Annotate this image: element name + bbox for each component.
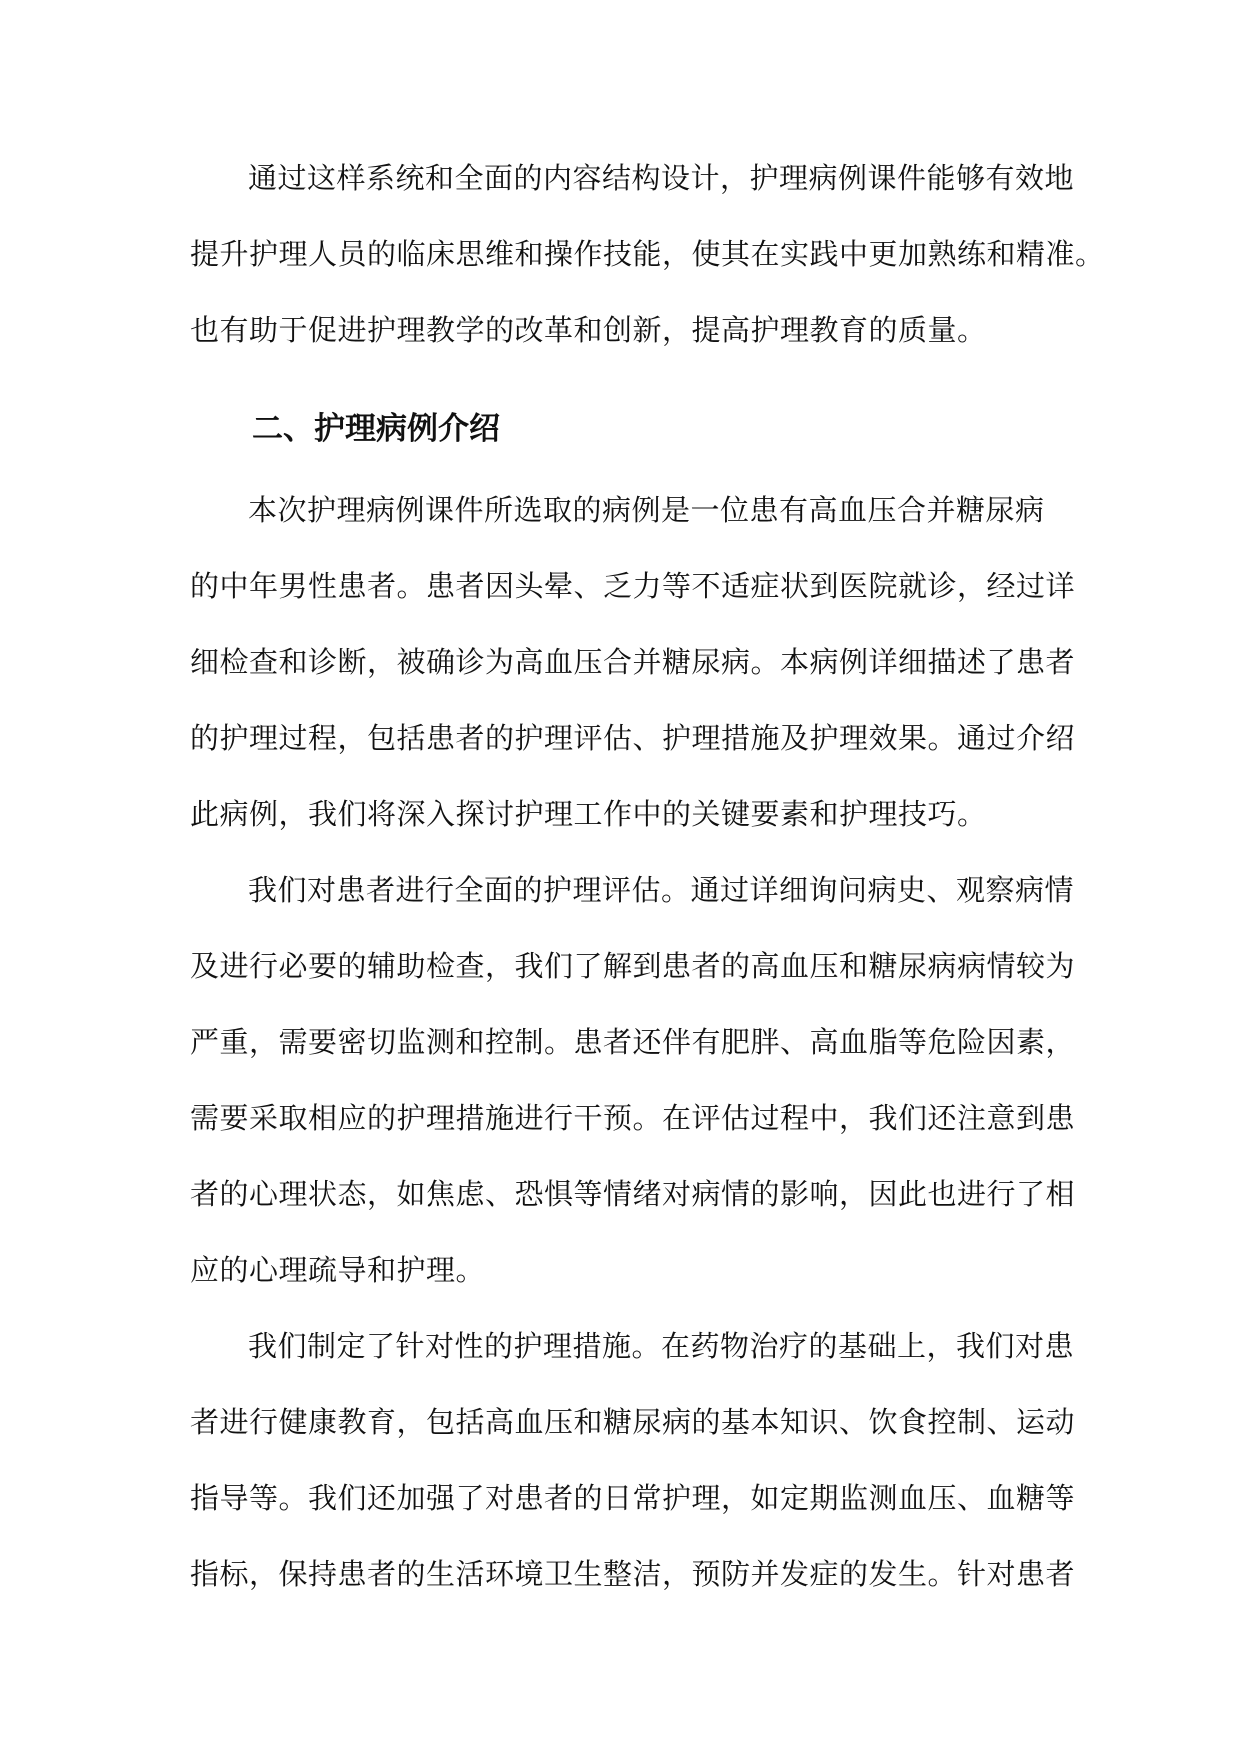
text-line: 我们对患者进行全面的护理评估。通过详细询问病史、观察病情	[248, 873, 1075, 907]
paragraph-nursing-measures	[190, 1308, 1090, 1612]
section-heading: 二、护理病例介绍	[252, 411, 500, 447]
text-line: 的护理过程，包括患者的护理评估、护理措施及护理效果。通过介绍	[190, 721, 1076, 755]
text-line: 及进行必要的辅助检查，我们了解到患者的高血压和糖尿病病情较为	[190, 949, 1076, 983]
text-line: 我们制定了针对性的护理措施。在药物治疗的基础上，我们对患	[248, 1329, 1075, 1363]
text-line: 指导等。我们还加强了对患者的日常护理，如定期监测血压、血糖等	[190, 1481, 1076, 1515]
text-line: 的中年男性患者。患者因头晕、乏力等不适症状到医院就诊，经过详	[190, 569, 1076, 603]
text-line: 提升护理人员的临床思维和操作技能，使其在实践中更加熟练和精准。	[190, 237, 1105, 271]
text-line: 应的心理疏导和护理。	[190, 1253, 486, 1287]
text-line: 指标，保持患者的生活环境卫生整洁，预防并发症的发生。针对患者	[190, 1557, 1076, 1591]
paragraph-intro-summary	[190, 140, 1105, 368]
text-line: 此病例，我们将深入探讨护理工作中的关键要素和护理技巧。	[190, 797, 987, 831]
text-line: 严重，需要密切监测和控制。患者还伴有肥胖、高血脂等危险因素，	[190, 1025, 1076, 1059]
text-line: 者进行健康教育，包括高血压和糖尿病的基本知识、饮食控制、运动	[190, 1405, 1076, 1439]
text-line: 也有助于促进护理教学的改革和创新，提高护理教育的质量。	[190, 313, 987, 347]
text-line: 本次护理病例课件所选取的病例是一位患有高血压合并糖尿病	[248, 493, 1045, 527]
text-line: 者的心理状态，如焦虑、恐惧等情绪对病情的影响，因此也进行了相	[190, 1177, 1076, 1211]
text-line: 细检查和诊断，被确诊为高血压合并糖尿病。本病例详细描述了患者	[190, 645, 1076, 679]
paragraph-case-introduction	[190, 472, 1090, 852]
document-body	[190, 140, 1105, 1612]
paragraph-nursing-assessment	[190, 852, 1090, 1308]
text-line: 需要采取相应的护理措施进行干预。在评估过程中，我们还注意到患	[190, 1101, 1076, 1135]
text-line: 通过这样系统和全面的内容结构设计，护理病例课件能够有效地	[248, 161, 1075, 195]
